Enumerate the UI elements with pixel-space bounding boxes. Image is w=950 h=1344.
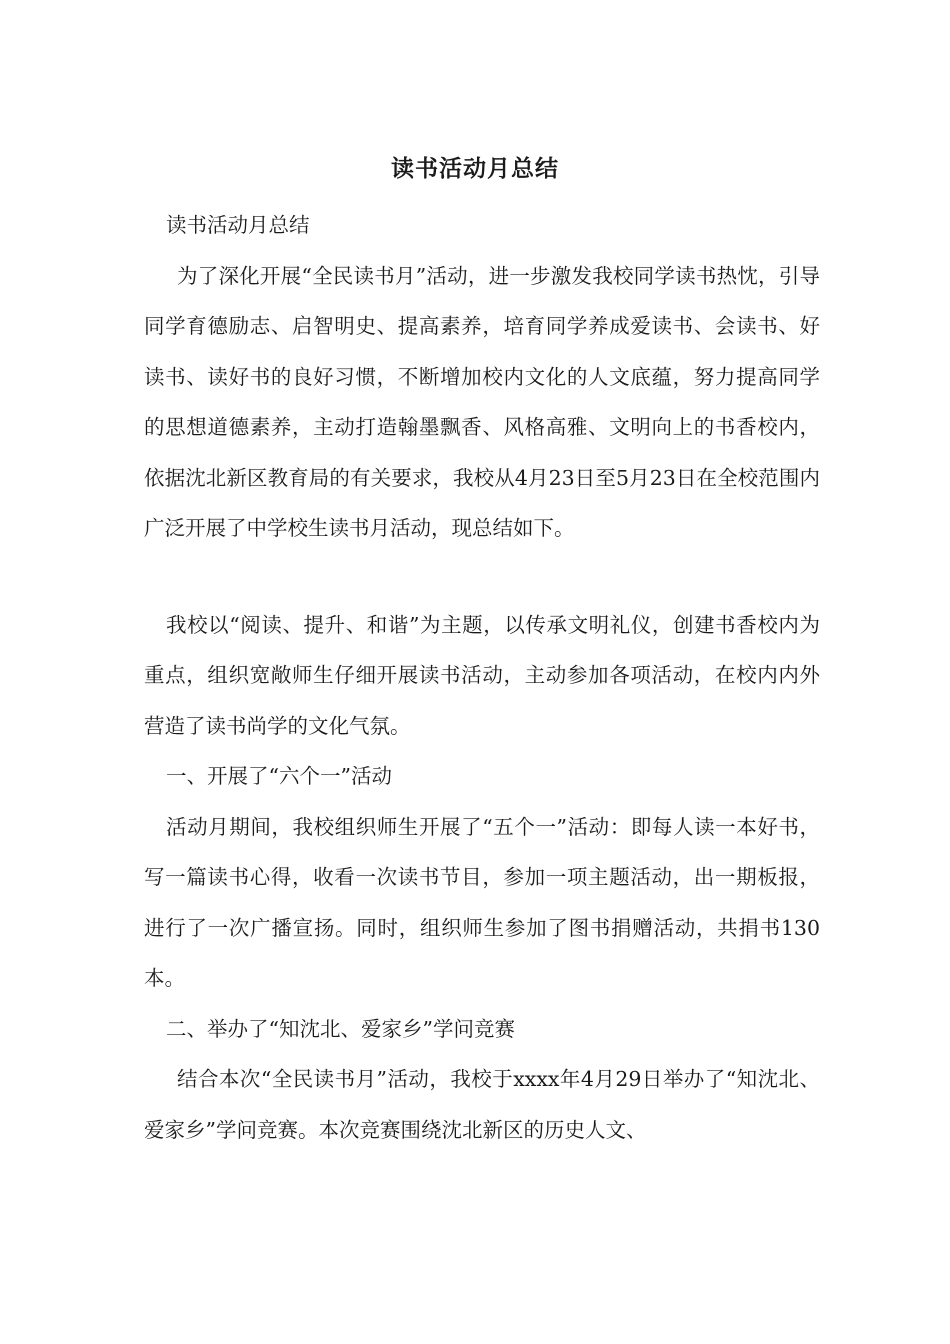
document-body <box>144 200 820 1155</box>
document-title: 读书活动月总结 <box>391 155 559 182</box>
subtitle-paragraph: 读书活动月总结 <box>166 213 310 237</box>
section-heading-2: 二、举办了“知沈北、爱家乡”学问竞赛 <box>166 1016 515 1041</box>
section-2-paragraph: 结合本次“全民读书月”活动，我校于xxxx年4月29日举办了“知沈北、爱家乡”学问竞赛。本次竞赛围绕沈北新区的历史人文、 <box>144 1067 820 1142</box>
intro-paragraph: 为了深化开展“全民读书月”活动，进一步激发我校同学读书热忱，引导同学育德励志、启智明史、提高素养，培育同学养成爱读书、会读书、好读书、读好书的良好习惯，不断增加校内文化的人文底蕴，努力提高同学的思想道德素养，主动打造翰墨飘香、风格高雅、文明向上的书香校内，依据沈北新区教育局的有关要求，我校从4月23日至5月23日在全校范围内广泛开展了中学校生读书月活动，现总结如下。 <box>144 263 820 540</box>
theme-paragraph: 我校以“阅读、提升、和谐”为主题，以传承文明礼仪，创建书香校内为重点，组织宽敞师生仔细开展读书活动，主动参加各项活动，在校内内外营造了读书尚学的文化气氛。 <box>144 612 820 738</box>
section-1-paragraph: 活动月期间，我校组织师生开展了“五个一”活动：即每人读一本好书，写一篇读书心得，收看一次读书节目，参加一项主题活动，出一期板报，进行了一次广播宣扬。同时，组织师生参加了图书捐赠活动，共捐书130本。 <box>144 814 820 990</box>
paragraph-spacer <box>144 554 820 600</box>
section-heading-1: 一、开展了“六个一”活动 <box>166 764 392 788</box>
